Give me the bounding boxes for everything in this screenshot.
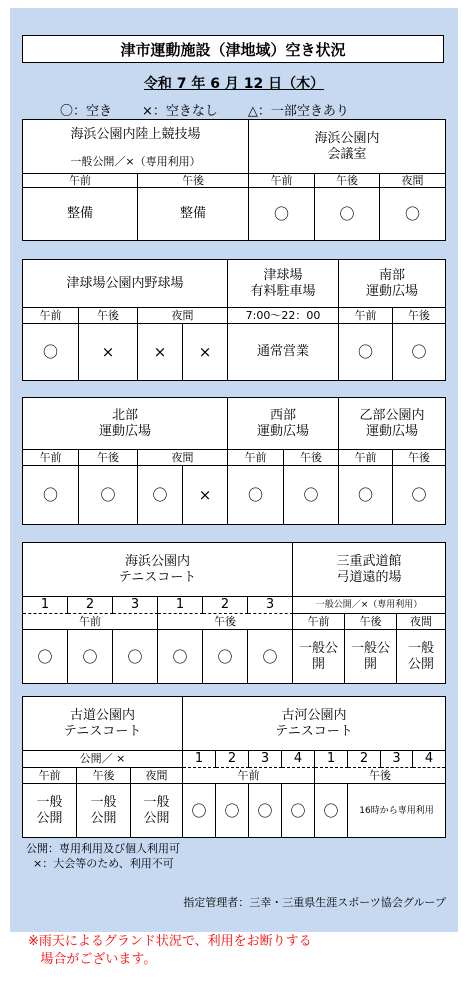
venue-track-field-sub: 一般公開／×（専用利用） [23, 150, 249, 174]
header: 午前 [23, 768, 77, 784]
venue-furumichi-tennis: 古道公園内 テニスコート [23, 697, 183, 751]
section-4-table [22, 542, 446, 684]
legend-open: 〇：空き [60, 104, 113, 119]
header: 午前 [339, 450, 393, 466]
section-5-table [22, 696, 446, 838]
venue-west-field: 西部 運動広場 [228, 398, 339, 450]
legend [60, 100, 349, 119]
status-cell: 一般公 開 [345, 630, 397, 683]
status-cell: 〇 [249, 784, 282, 837]
legend-partial: △：一部空きあり [247, 104, 349, 119]
status-cell: × [183, 466, 228, 524]
note-line: 公開：専用利用及び個人利用可 [26, 842, 180, 855]
header: 午後 [79, 450, 138, 466]
status-cell: 〇 [315, 188, 380, 240]
court-number: 2 [68, 597, 113, 614]
court-number: 1 [315, 751, 348, 768]
venue-baseball: 津球場公園内野球場 [23, 260, 228, 308]
venue-kaihin-tennis: 海浜公園内 テニスコート [23, 543, 293, 597]
archery-sub: 一般公開／×（専用利用） [293, 597, 445, 614]
header: 午前 [23, 450, 79, 466]
header: 午後 [79, 308, 138, 324]
note-line: ×：大会等のため、利用不可 [26, 857, 174, 870]
status-cell: 〇 [23, 630, 68, 683]
section-1-table [22, 119, 446, 241]
venue-furukawa-tennis: 古河公園内 テニスコート [183, 697, 445, 751]
status-cell: 〇 [183, 784, 216, 837]
header: 午前 [23, 308, 79, 324]
status-cell: × [138, 324, 183, 380]
header: 午前 [339, 308, 393, 324]
status-cell: 通常営業 [228, 324, 339, 380]
status-cell: 一般 公開 [407, 640, 434, 672]
status-cell: 〇 [216, 784, 249, 837]
period-pm: 午後 [158, 614, 293, 630]
status-cell: 一般 公開 [23, 784, 77, 837]
report-date-text: 令和 7 年 6 月 12 日（木） [143, 76, 325, 92]
header: 夜間 [380, 174, 445, 188]
court-number: 2 [216, 751, 249, 768]
status-cell: 〇 [315, 784, 348, 837]
status-cell: × [79, 324, 138, 380]
pm-note-cell: 16時から専用利用 [359, 805, 434, 816]
venue-otobe-field: 乙部公園内 運動広場 [339, 398, 445, 450]
status-cell: 一般 公開 [131, 784, 183, 837]
header: 7:00～22：00 [228, 308, 339, 324]
status-cell: 〇 [113, 630, 158, 683]
status-cell: 〇 [248, 630, 293, 683]
status-cell: 一般 公開 [77, 784, 131, 837]
header: 午前 [249, 174, 315, 188]
status-cell: 〇 [339, 466, 393, 524]
court-number: 4 [282, 751, 315, 768]
court-number: 2 [348, 751, 381, 768]
header: 午前 [23, 174, 138, 188]
notes [26, 841, 180, 871]
header: 午前 [228, 450, 284, 466]
court-number: 3 [381, 751, 413, 768]
status-cell: 〇 [138, 466, 183, 524]
header: 午後 [345, 614, 397, 630]
court-number: 3 [113, 597, 158, 614]
section-3-table [22, 397, 446, 525]
rain-notice: ※雨天によるグランド状況で、利用をお断りする 場合がございます。 [28, 934, 312, 967]
header: 夜間 [397, 614, 445, 630]
period-am: 午前 [23, 614, 158, 630]
status-cell: 〇 [228, 466, 284, 524]
court-number: 1 [23, 597, 68, 614]
status-cell: 〇 [411, 343, 427, 361]
court-number: 1 [158, 597, 203, 614]
header: 夜間 [138, 308, 228, 324]
header: 午後 [77, 768, 131, 784]
status-cell: 〇 [339, 324, 393, 380]
header: 夜間 [138, 450, 228, 466]
period-am: 午前 [183, 768, 315, 784]
header: 午後 [393, 450, 445, 466]
status-cell: 〇 [158, 630, 203, 683]
court-number: 4 [413, 751, 445, 768]
court-number: 3 [249, 751, 282, 768]
manager-credit: 指定管理者：三幸・三重県生涯スポーツ協会グループ [183, 896, 446, 909]
status-cell: 〇 [68, 630, 113, 683]
header: 午前 [293, 614, 345, 630]
status-cell: 〇 [23, 324, 79, 380]
report-date [10, 73, 458, 93]
venue-south-field: 南部 運動広場 [339, 260, 445, 308]
page-title: 津市運動施設（津地域）空き状況 [22, 35, 444, 63]
status-cell: 〇 [79, 466, 138, 524]
status-cell: 〇 [282, 784, 315, 837]
status-cell: 一般公 開 [293, 630, 345, 683]
court-number: 3 [248, 597, 293, 614]
status-cell: × [183, 324, 228, 380]
venue-budokan-archery: 三重武道館 弓道遠的場 [293, 543, 445, 597]
header: 夜間 [131, 768, 183, 784]
venue-parking: 津球場 有料駐車場 [228, 260, 339, 308]
section-2-table [22, 259, 446, 381]
status-cell: 整備 [138, 188, 249, 240]
venue-meeting-room: 海浜公園内 会議室 [249, 120, 445, 174]
status-cell: 〇 [203, 630, 248, 683]
legend-full: ×：空きなし [142, 104, 218, 119]
header: 午後 [393, 308, 445, 324]
status-cell: 〇 [284, 466, 339, 524]
status-cell: 〇 [23, 466, 79, 524]
status-cell: 〇 [404, 205, 420, 223]
header: 午後 [284, 450, 339, 466]
status-cell: 整備 [23, 188, 138, 240]
venue-north-field: 北部 運動広場 [23, 398, 228, 450]
status-cell: 〇 [249, 188, 315, 240]
period-pm: 午後 [315, 768, 445, 784]
court-number: 1 [183, 751, 216, 768]
header: 午後 [138, 174, 249, 188]
status-cell: 〇 [411, 486, 427, 504]
venue-track-field: 海浜公園内陸上競技場 [23, 120, 249, 150]
court-number: 2 [203, 597, 248, 614]
header: 午後 [315, 174, 380, 188]
furumichi-sub: 公開／ × [23, 751, 183, 768]
